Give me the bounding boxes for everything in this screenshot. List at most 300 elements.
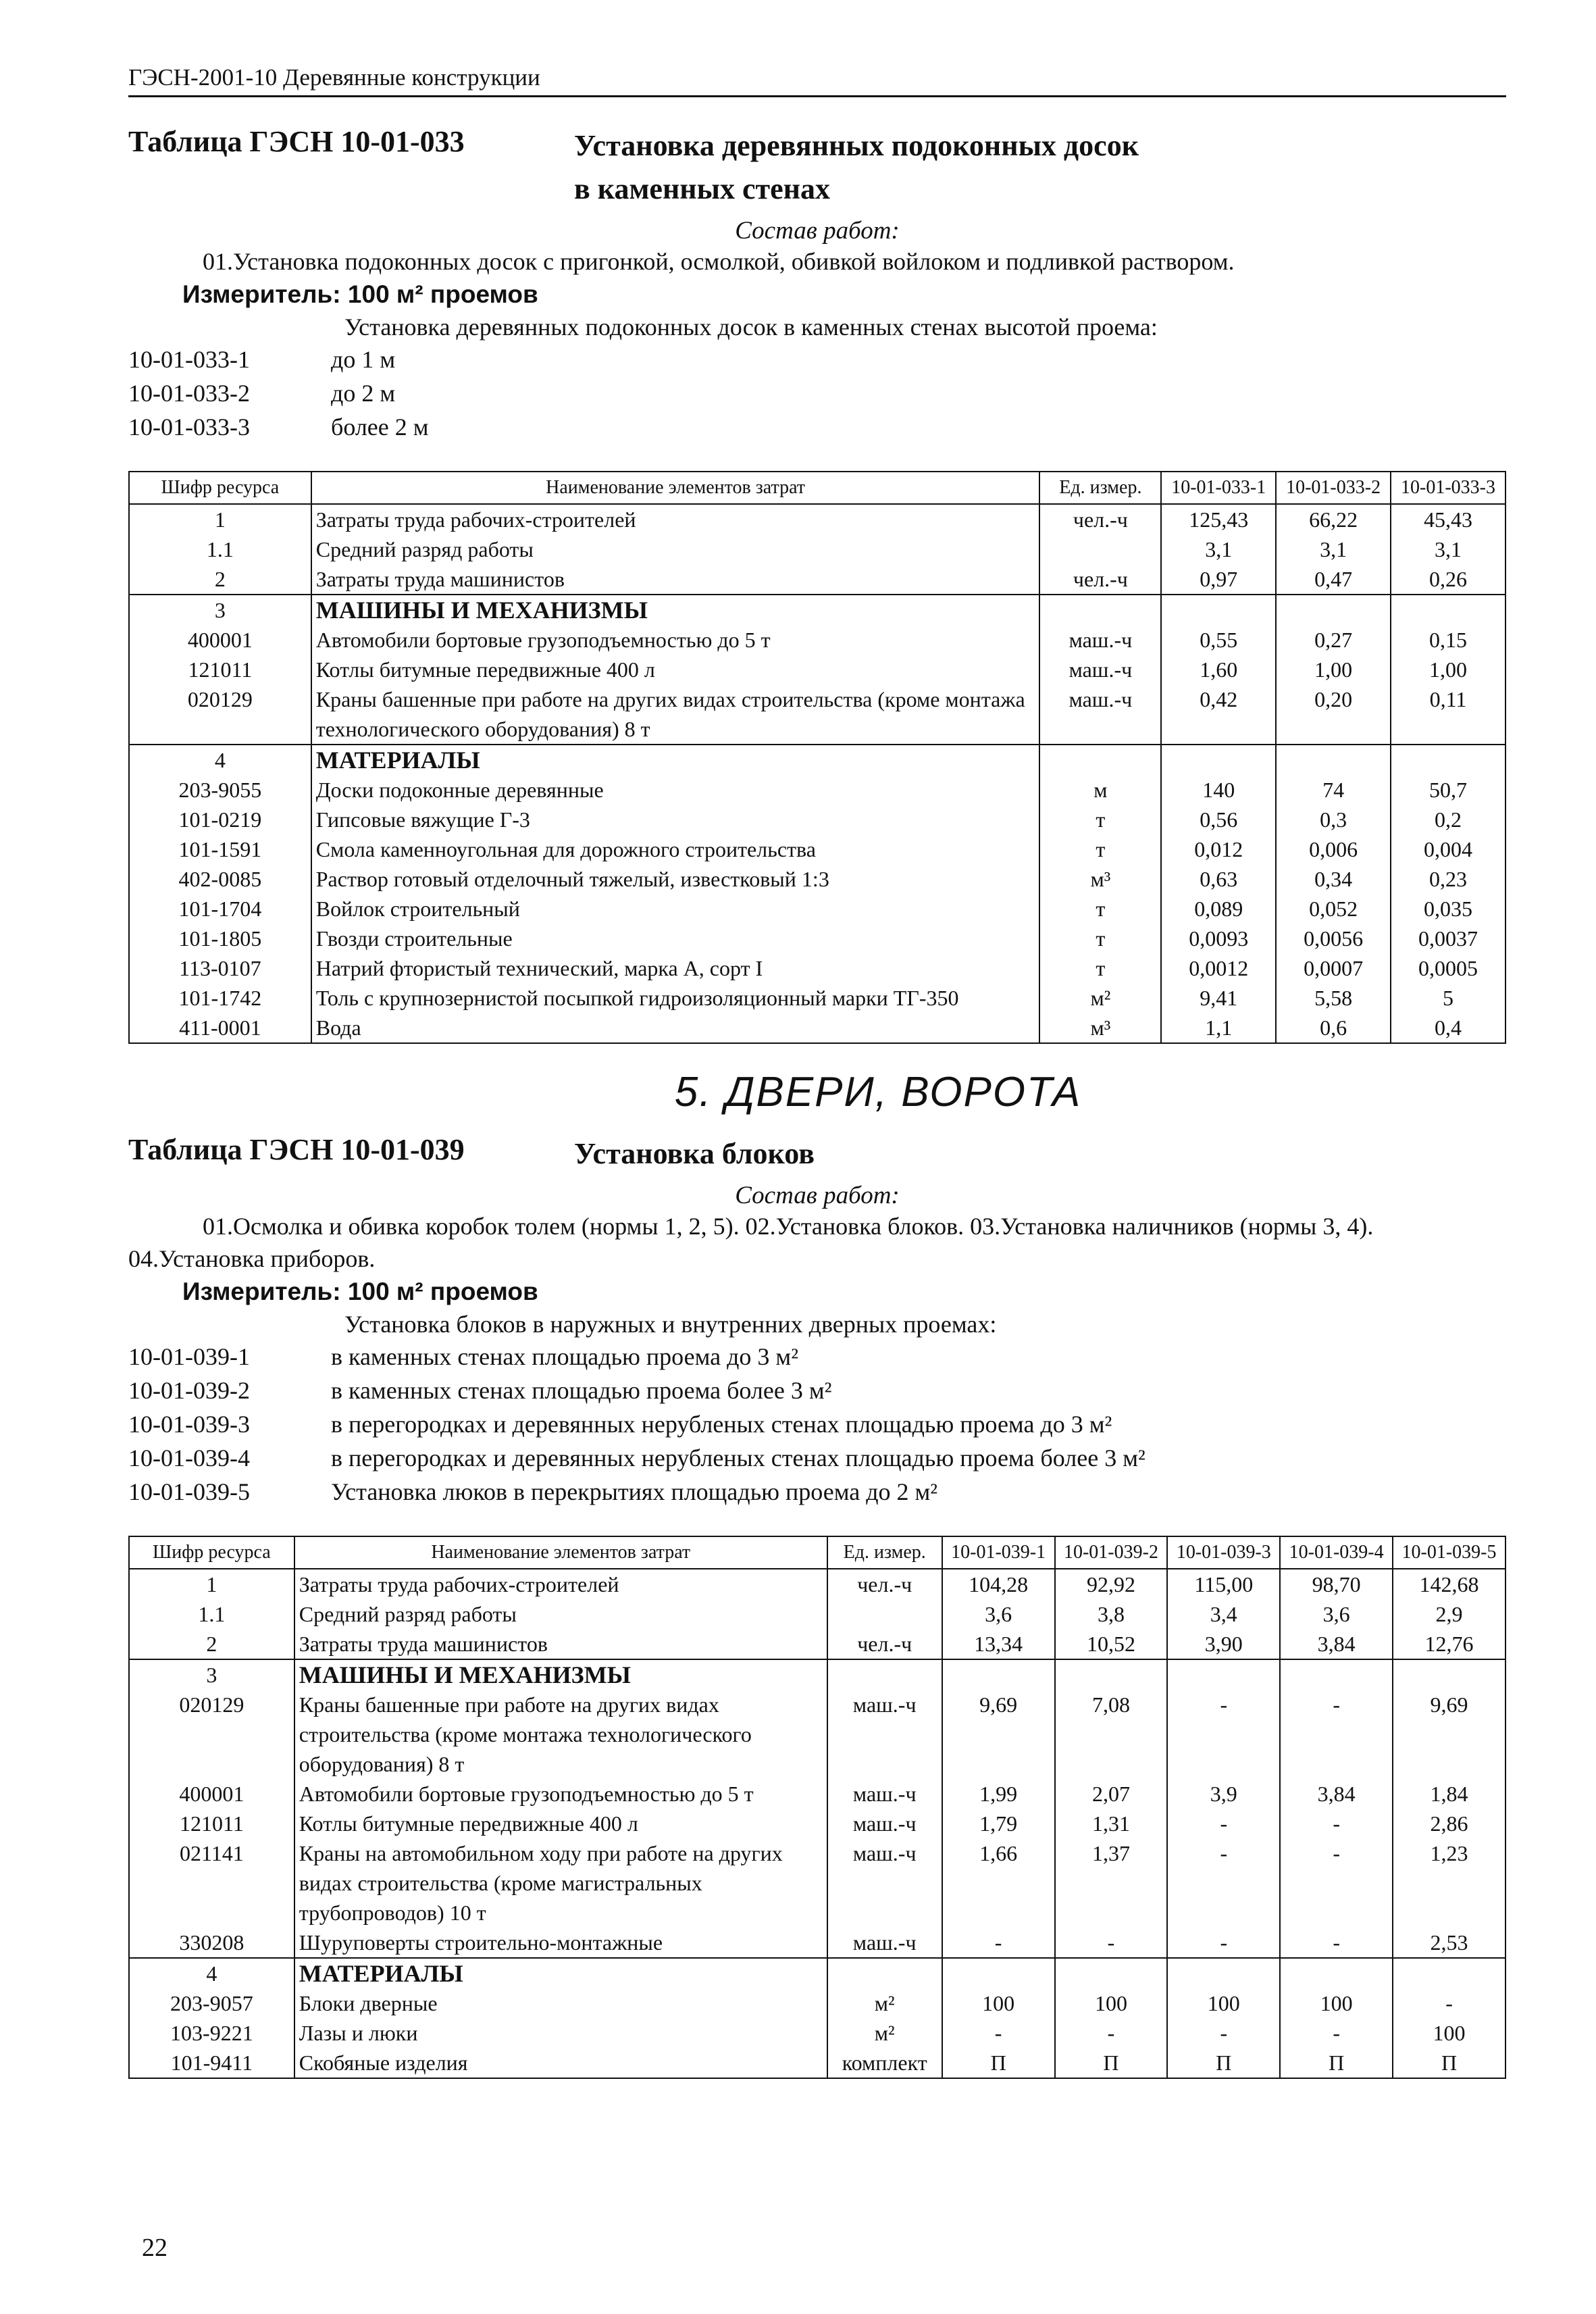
work-item-text: до 1 м bbox=[331, 346, 396, 373]
resource-code: 411-0001 bbox=[129, 1013, 311, 1043]
norm-value: 1,00 bbox=[1276, 655, 1391, 684]
table-row bbox=[129, 745, 1505, 775]
resource-name: Затраты труда рабочих-строителей bbox=[311, 504, 1040, 534]
resource-unit: м³ bbox=[1039, 1013, 1161, 1043]
norm-value: 5 bbox=[1391, 983, 1505, 1013]
norm-value: 0,11 bbox=[1391, 684, 1505, 745]
work-item-text: в перегородках и деревянных нерубленых стенах площадью проема более 3 м² bbox=[331, 1444, 1145, 1472]
table1-code: Таблица ГЭСН 10-01-033 bbox=[128, 125, 465, 158]
resource-unit: м² bbox=[827, 2018, 942, 2048]
norm-value: 45,43 bbox=[1391, 504, 1505, 534]
norm-value bbox=[1161, 595, 1276, 625]
table2-title: Установка блоков bbox=[574, 1137, 815, 1170]
resource-code: 101-1805 bbox=[129, 924, 311, 953]
norm-value bbox=[1280, 1659, 1393, 1690]
work-item-code: 10-01-039-1 bbox=[128, 1343, 250, 1370]
norm-value: 100 bbox=[1167, 1988, 1280, 2018]
resource-name: МАШИНЫ И МЕХАНИЗМЫ bbox=[294, 1659, 827, 1690]
norm-value: 2,9 bbox=[1393, 1599, 1505, 1629]
table1-header-row bbox=[129, 472, 1505, 504]
table1-measure: Измеритель: 100 м² проемов bbox=[182, 280, 538, 308]
table-row bbox=[129, 534, 1505, 564]
table-row bbox=[129, 625, 1505, 655]
norm-value: 0,34 bbox=[1276, 864, 1391, 894]
norm-value: - bbox=[1280, 2018, 1393, 2048]
resource-code: 4 bbox=[129, 745, 311, 775]
norm-value: 0,26 bbox=[1391, 564, 1505, 595]
norm-value: 2,53 bbox=[1393, 1928, 1505, 1958]
resource-code: 330208 bbox=[129, 1928, 294, 1958]
resource-unit: т bbox=[1039, 894, 1161, 924]
norm-value: 0,006 bbox=[1276, 834, 1391, 864]
resource-code: 121011 bbox=[129, 655, 311, 684]
table-row bbox=[129, 1838, 1505, 1928]
resource-code: 1 bbox=[129, 504, 311, 534]
work-item bbox=[128, 376, 1506, 410]
section-title: 5. ДВЕРИ, ВОРОТА bbox=[674, 1069, 1082, 1115]
table-row bbox=[129, 953, 1505, 983]
table2-sostav: Состав работ: bbox=[735, 1182, 900, 1209]
norm-value: 3,84 bbox=[1280, 1779, 1393, 1809]
table-row bbox=[129, 834, 1505, 864]
norm-value bbox=[1167, 1659, 1280, 1690]
norm-value: 3,84 bbox=[1280, 1629, 1393, 1659]
resource-name: Краны башенные при работе на других видах строительства (кроме монтажа технологического оборудования) 8 т bbox=[294, 1690, 827, 1779]
resource-code: 4 bbox=[129, 1958, 294, 1988]
resource-unit: чел.-ч bbox=[827, 1629, 942, 1659]
resource-code: 101-0219 bbox=[129, 805, 311, 834]
norm-value: 142,68 bbox=[1393, 1569, 1505, 1599]
col-norm1-header: 10-01-039-1 bbox=[942, 1536, 1055, 1569]
work-item-text: до 2 м bbox=[331, 380, 396, 407]
resource-unit: т bbox=[1039, 953, 1161, 983]
table1-work: 01.Установка подоконных досок с пригонкой, осмолкой, обивкой войлоком и подливкой раствором. bbox=[203, 248, 1235, 275]
work-item-text: в каменных стенах площадью проема до 3 м² bbox=[331, 1343, 798, 1370]
norm-value: - bbox=[1280, 1928, 1393, 1958]
norm-value: 1,37 bbox=[1055, 1838, 1168, 1928]
resource-unit: маш.-ч bbox=[1039, 684, 1161, 745]
resource-code: 203-9057 bbox=[129, 1988, 294, 2018]
norm-value: П bbox=[942, 2048, 1055, 2078]
norm-value: 9,41 bbox=[1161, 983, 1276, 1013]
document-page bbox=[128, 64, 1506, 2079]
resource-name: Автомобили бортовые грузоподъемностью до 5 т bbox=[311, 625, 1040, 655]
norm-value bbox=[1276, 595, 1391, 625]
norm-value bbox=[1055, 1659, 1168, 1690]
resource-unit: маш.-ч bbox=[827, 1779, 942, 1809]
resource-name: Смола каменноугольная для дорожного строительства bbox=[311, 834, 1040, 864]
resource-code: 103-9221 bbox=[129, 2018, 294, 2048]
norm-value: 0,052 bbox=[1276, 894, 1391, 924]
resource-name: Краны башенные при работе на других видах строительства (кроме монтажа технологического оборудования) 8 т bbox=[311, 684, 1040, 745]
table-row bbox=[129, 1629, 1505, 1659]
resource-unit bbox=[827, 1958, 942, 1988]
resource-unit: маш.-ч bbox=[827, 1928, 942, 1958]
work-item-code: 10-01-033-2 bbox=[128, 380, 250, 407]
resource-code: 400001 bbox=[129, 1779, 294, 1809]
work-item bbox=[128, 1475, 1506, 1509]
resource-name: Толь с крупнозернистой посыпкой гидроизоляционный марки ТГ-350 bbox=[311, 983, 1040, 1013]
norm-value bbox=[1276, 745, 1391, 775]
work-item-text: в перегородках и деревянных нерубленых стенах площадью проема до 3 м² bbox=[331, 1411, 1112, 1438]
table1-title-line1: Установка деревянных подоконных досок bbox=[574, 129, 1139, 162]
norm-value: П bbox=[1055, 2048, 1168, 2078]
table-row bbox=[129, 775, 1505, 805]
norm-value bbox=[942, 1659, 1055, 1690]
norm-value: П bbox=[1167, 2048, 1280, 2078]
norm-value: 0,55 bbox=[1161, 625, 1276, 655]
norm-value: 0,0005 bbox=[1391, 953, 1505, 983]
table1-intro: Установка деревянных подоконных досок в каменных стенах высотой проема: bbox=[344, 313, 1158, 341]
resource-unit bbox=[1039, 595, 1161, 625]
resource-unit: маш.-ч bbox=[1039, 625, 1161, 655]
norm-value: 125,43 bbox=[1161, 504, 1276, 534]
table-row bbox=[129, 1958, 1505, 1988]
norm-value: 2,07 bbox=[1055, 1779, 1168, 1809]
norm-value: 100 bbox=[1393, 2018, 1505, 2048]
col-norm1-header: 10-01-033-1 bbox=[1161, 472, 1276, 504]
resource-code: 402-0085 bbox=[129, 864, 311, 894]
norm-value bbox=[1391, 745, 1505, 775]
norm-value: - bbox=[1055, 1928, 1168, 1958]
resource-name: МАТЕРИАЛЫ bbox=[311, 745, 1040, 775]
resource-unit: чел.-ч bbox=[827, 1569, 942, 1599]
norm-value: 98,70 bbox=[1280, 1569, 1393, 1599]
col-norm2-header: 10-01-039-2 bbox=[1055, 1536, 1168, 1569]
resource-code: 400001 bbox=[129, 625, 311, 655]
norm-value: 1,84 bbox=[1393, 1779, 1505, 1809]
norm-value: 140 bbox=[1161, 775, 1276, 805]
table2-norms bbox=[128, 1536, 1506, 2079]
norm-value: 2,86 bbox=[1393, 1809, 1505, 1838]
norm-value: 0,0056 bbox=[1276, 924, 1391, 953]
norm-value bbox=[1161, 745, 1276, 775]
table2-header-row bbox=[129, 1536, 1505, 1569]
table1-items bbox=[128, 343, 1506, 444]
norm-value: 0,2 bbox=[1391, 805, 1505, 834]
norm-value bbox=[1055, 1958, 1168, 1988]
work-item bbox=[128, 1340, 1506, 1374]
norm-value: - bbox=[1167, 2018, 1280, 2048]
work-item-code: 10-01-039-2 bbox=[128, 1377, 250, 1404]
norm-value: 0,4 bbox=[1391, 1013, 1505, 1043]
work-item bbox=[128, 343, 1506, 376]
norm-value: 1,23 bbox=[1393, 1838, 1505, 1928]
resource-name: Затраты труда рабочих-строителей bbox=[294, 1569, 827, 1599]
table-row bbox=[129, 684, 1505, 745]
resource-name: Затраты труда машинистов bbox=[311, 564, 1040, 595]
norm-value: 100 bbox=[942, 1988, 1055, 2018]
resource-unit: м² bbox=[827, 1988, 942, 2018]
norm-value: - bbox=[1280, 1838, 1393, 1928]
resource-name: Средний разряд работы bbox=[294, 1599, 827, 1629]
norm-value: 0,0093 bbox=[1161, 924, 1276, 953]
norm-value: 1,00 bbox=[1391, 655, 1505, 684]
resource-code: 2 bbox=[129, 564, 311, 595]
resource-name: Шуруповерты строительно-монтажные bbox=[294, 1928, 827, 1958]
norm-value: 7,08 bbox=[1055, 1690, 1168, 1779]
work-item bbox=[128, 1407, 1506, 1441]
resource-code: 101-9411 bbox=[129, 2048, 294, 2078]
norm-value bbox=[1391, 595, 1505, 625]
resource-code: 101-1742 bbox=[129, 983, 311, 1013]
norm-value: 0,6 bbox=[1276, 1013, 1391, 1043]
resource-name: Доски подоконные деревянные bbox=[311, 775, 1040, 805]
resource-unit: маш.-ч bbox=[827, 1690, 942, 1779]
resource-name: Блоки дверные bbox=[294, 1988, 827, 2018]
table-row bbox=[129, 924, 1505, 953]
resource-code: 3 bbox=[129, 595, 311, 625]
table-row bbox=[129, 595, 1505, 625]
col-unit-header: Ед. измер. bbox=[827, 1536, 942, 1569]
norm-value: 92,92 bbox=[1055, 1569, 1168, 1599]
norm-value: 13,34 bbox=[942, 1629, 1055, 1659]
resource-name: Краны на автомобильном ходу при работе на других видах строительства (кроме магистральных трубопроводов) 10 т bbox=[294, 1838, 827, 1928]
norm-value: 0,56 bbox=[1161, 805, 1276, 834]
norm-value: 10,52 bbox=[1055, 1629, 1168, 1659]
norm-value: 0,20 bbox=[1276, 684, 1391, 745]
resource-unit: комплект bbox=[827, 2048, 942, 2078]
work-item-code: 10-01-033-1 bbox=[128, 346, 250, 373]
col-name-header: Наименование элементов затрат bbox=[311, 472, 1040, 504]
col-name-header: Наименование элементов затрат bbox=[294, 1536, 827, 1569]
table-row bbox=[129, 2048, 1505, 2078]
norm-value: 9,69 bbox=[1393, 1690, 1505, 1779]
col-code-header: Шифр ресурса bbox=[129, 1536, 294, 1569]
table1-title-line2: в каменных стенах bbox=[574, 172, 831, 205]
norm-value: 0,004 bbox=[1391, 834, 1505, 864]
table1-heading bbox=[128, 124, 1506, 211]
table2-items bbox=[128, 1340, 1506, 1509]
norm-value: 1,31 bbox=[1055, 1809, 1168, 1838]
norm-value: 0,0007 bbox=[1276, 953, 1391, 983]
table1-norms bbox=[128, 471, 1506, 1044]
norm-value: 3,1 bbox=[1276, 534, 1391, 564]
norm-value: П bbox=[1393, 2048, 1505, 2078]
table-row bbox=[129, 1779, 1505, 1809]
resource-unit: чел.-ч bbox=[1039, 504, 1161, 534]
norm-value: - bbox=[1167, 1838, 1280, 1928]
resource-code: 020129 bbox=[129, 684, 311, 745]
norm-value: - bbox=[1167, 1690, 1280, 1779]
resource-code: 203-9055 bbox=[129, 775, 311, 805]
norm-value: 3,1 bbox=[1391, 534, 1505, 564]
norm-value: 3,6 bbox=[942, 1599, 1055, 1629]
resource-code: 1.1 bbox=[129, 1599, 294, 1629]
resource-code: 113-0107 bbox=[129, 953, 311, 983]
norm-value: 5,58 bbox=[1276, 983, 1391, 1013]
table1-sostav: Состав работ: bbox=[735, 217, 900, 245]
norm-value: 3,90 bbox=[1167, 1629, 1280, 1659]
norm-value: 0,97 bbox=[1161, 564, 1276, 595]
norm-value: 1,60 bbox=[1161, 655, 1276, 684]
resource-unit bbox=[1039, 534, 1161, 564]
table-row bbox=[129, 564, 1505, 595]
table-row bbox=[129, 1928, 1505, 1958]
norm-value: 0,0037 bbox=[1391, 924, 1505, 953]
table-row bbox=[129, 1690, 1505, 1779]
resource-unit bbox=[827, 1659, 942, 1690]
resource-name: Гвозди строительные bbox=[311, 924, 1040, 953]
norm-value bbox=[1393, 1659, 1505, 1690]
norm-value: - bbox=[1393, 1988, 1505, 2018]
resource-name: Натрий фтористый технический, марка А, сорт I bbox=[311, 953, 1040, 983]
resource-code: 1.1 bbox=[129, 534, 311, 564]
work-item-code: 10-01-039-4 bbox=[128, 1444, 250, 1472]
work-item-text: в каменных стенах площадью проема более 3 м² bbox=[331, 1377, 832, 1404]
norm-value: - bbox=[942, 1928, 1055, 1958]
work-item bbox=[128, 1374, 1506, 1407]
resource-code: 101-1591 bbox=[129, 834, 311, 864]
resource-unit: чел.-ч bbox=[1039, 564, 1161, 595]
table1-title bbox=[574, 124, 1139, 211]
resource-unit: м bbox=[1039, 775, 1161, 805]
work-item bbox=[128, 410, 1506, 444]
col-norm3-header: 10-01-039-3 bbox=[1167, 1536, 1280, 1569]
norm-value bbox=[1167, 1958, 1280, 1988]
norm-value: - bbox=[1167, 1809, 1280, 1838]
table-row bbox=[129, 1988, 1505, 2018]
resource-name: Средний разряд работы bbox=[311, 534, 1040, 564]
norm-value: 104,28 bbox=[942, 1569, 1055, 1599]
norm-value: 3,1 bbox=[1161, 534, 1276, 564]
resource-code: 101-1704 bbox=[129, 894, 311, 924]
resource-unit: т bbox=[1039, 805, 1161, 834]
resource-unit: т bbox=[1039, 834, 1161, 864]
norm-value: 0,15 bbox=[1391, 625, 1505, 655]
resource-code: 021141 bbox=[129, 1838, 294, 1928]
resource-name: Раствор готовый отделочный тяжелый, известковый 1:3 bbox=[311, 864, 1040, 894]
resource-unit: маш.-ч bbox=[1039, 655, 1161, 684]
resource-name: Вода bbox=[311, 1013, 1040, 1043]
table2-intro: Установка блоков в наружных и внутренних дверных проемах: bbox=[344, 1311, 997, 1338]
work-item-code: 10-01-039-3 bbox=[128, 1411, 250, 1438]
norm-value: 0,63 bbox=[1161, 864, 1276, 894]
norm-value: 3,8 bbox=[1055, 1599, 1168, 1629]
resource-code: 121011 bbox=[129, 1809, 294, 1838]
resource-unit bbox=[827, 1599, 942, 1629]
resource-code: 020129 bbox=[129, 1690, 294, 1779]
work-item-text: более 2 м bbox=[331, 413, 429, 441]
table-row bbox=[129, 1569, 1505, 1599]
table-row bbox=[129, 864, 1505, 894]
norm-value: - bbox=[1280, 1809, 1393, 1838]
norm-value: 66,22 bbox=[1276, 504, 1391, 534]
resource-name: МАТЕРИАЛЫ bbox=[294, 1958, 827, 1988]
norm-value: 0,035 bbox=[1391, 894, 1505, 924]
resource-name: Котлы битумные передвижные 400 л bbox=[311, 655, 1040, 684]
resource-name: Гипсовые вяжущие Г-3 bbox=[311, 805, 1040, 834]
norm-value: - bbox=[942, 2018, 1055, 2048]
col-norm4-header: 10-01-039-4 bbox=[1280, 1536, 1393, 1569]
norm-value: 3,6 bbox=[1280, 1599, 1393, 1629]
norm-value: П bbox=[1280, 2048, 1393, 2078]
table-row bbox=[129, 1809, 1505, 1838]
norm-value: 1,1 bbox=[1161, 1013, 1276, 1043]
norm-value: 3,9 bbox=[1167, 1779, 1280, 1809]
table2-measure: Измеритель: 100 м² проемов bbox=[182, 1278, 538, 1305]
norm-value: 1,66 bbox=[942, 1838, 1055, 1928]
resource-name: МАШИНЫ И МЕХАНИЗМЫ bbox=[311, 595, 1040, 625]
norm-value: 12,76 bbox=[1393, 1629, 1505, 1659]
table-row bbox=[129, 504, 1505, 534]
norm-value bbox=[1280, 1958, 1393, 1988]
resource-unit: маш.-ч bbox=[827, 1809, 942, 1838]
resource-name: Войлок строительный bbox=[311, 894, 1040, 924]
norm-value: 3,4 bbox=[1167, 1599, 1280, 1629]
norm-value: 1,79 bbox=[942, 1809, 1055, 1838]
norm-value: 0,47 bbox=[1276, 564, 1391, 595]
norm-value: 74 bbox=[1276, 775, 1391, 805]
norm-value: 0,0012 bbox=[1161, 953, 1276, 983]
norm-value: 0,27 bbox=[1276, 625, 1391, 655]
table-row bbox=[129, 983, 1505, 1013]
work-item-code: 10-01-033-3 bbox=[128, 413, 250, 441]
col-code-header: Шифр ресурса bbox=[129, 472, 311, 504]
table-row bbox=[129, 1599, 1505, 1629]
running-header: ГЭСН-2001-10 Деревянные конструкции bbox=[128, 64, 1506, 97]
table-row bbox=[129, 1013, 1505, 1043]
table-row bbox=[129, 655, 1505, 684]
resource-code: 3 bbox=[129, 1659, 294, 1690]
resource-code: 2 bbox=[129, 1629, 294, 1659]
resource-name: Скобяные изделия bbox=[294, 2048, 827, 2078]
work-item bbox=[128, 1441, 1506, 1475]
col-norm2-header: 10-01-033-2 bbox=[1276, 472, 1391, 504]
col-norm5-header: 10-01-039-5 bbox=[1393, 1536, 1505, 1569]
work-item-code: 10-01-039-5 bbox=[128, 1478, 250, 1505]
resource-unit: м² bbox=[1039, 983, 1161, 1013]
table2-code: Таблица ГЭСН 10-01-039 bbox=[128, 1133, 465, 1166]
norm-value: - bbox=[1055, 2018, 1168, 2048]
norm-value bbox=[1393, 1958, 1505, 1988]
resource-code: 1 bbox=[129, 1569, 294, 1599]
resource-unit bbox=[1039, 745, 1161, 775]
norm-value: 1,99 bbox=[942, 1779, 1055, 1809]
norm-value: 50,7 bbox=[1391, 775, 1505, 805]
norm-value: 0,42 bbox=[1161, 684, 1276, 745]
resource-name: Затраты труда машинистов bbox=[294, 1629, 827, 1659]
norm-value: 100 bbox=[1055, 1988, 1168, 2018]
col-unit-header: Ед. измер. bbox=[1039, 472, 1161, 504]
norm-value: - bbox=[1280, 1690, 1393, 1779]
page-number: 22 bbox=[142, 2234, 168, 2262]
norm-value: 0,23 bbox=[1391, 864, 1505, 894]
table-row bbox=[129, 2018, 1505, 2048]
col-norm3-header: 10-01-033-3 bbox=[1391, 472, 1505, 504]
resource-name: Автомобили бортовые грузоподъемностью до 5 т bbox=[294, 1779, 827, 1809]
norm-value: 0,089 bbox=[1161, 894, 1276, 924]
norm-value: 0,012 bbox=[1161, 834, 1276, 864]
table-row bbox=[129, 894, 1505, 924]
table2-heading bbox=[128, 1132, 1506, 1176]
resource-unit: маш.-ч bbox=[827, 1838, 942, 1928]
resource-unit: т bbox=[1039, 924, 1161, 953]
work-item-text: Установка люков в перекрытиях площадью проема до 2 м² bbox=[331, 1478, 938, 1505]
norm-value: 9,69 bbox=[942, 1690, 1055, 1779]
norm-value bbox=[942, 1958, 1055, 1988]
norm-value: - bbox=[1167, 1928, 1280, 1958]
table-row bbox=[129, 1659, 1505, 1690]
norm-value: 0,3 bbox=[1276, 805, 1391, 834]
norm-value: 100 bbox=[1280, 1988, 1393, 2018]
resource-name: Котлы битумные передвижные 400 л bbox=[294, 1809, 827, 1838]
resource-name: Лазы и люки bbox=[294, 2018, 827, 2048]
table-row bbox=[129, 805, 1505, 834]
resource-unit: м³ bbox=[1039, 864, 1161, 894]
table2-work: 01.Осмолка и обивка коробок толем (нормы 1, 2, 5). 02.Установка блоков. 03.Установка наличников (нормы 3, 4). 04.Установка приборов. bbox=[128, 1213, 1374, 1272]
norm-value: 115,00 bbox=[1167, 1569, 1280, 1599]
